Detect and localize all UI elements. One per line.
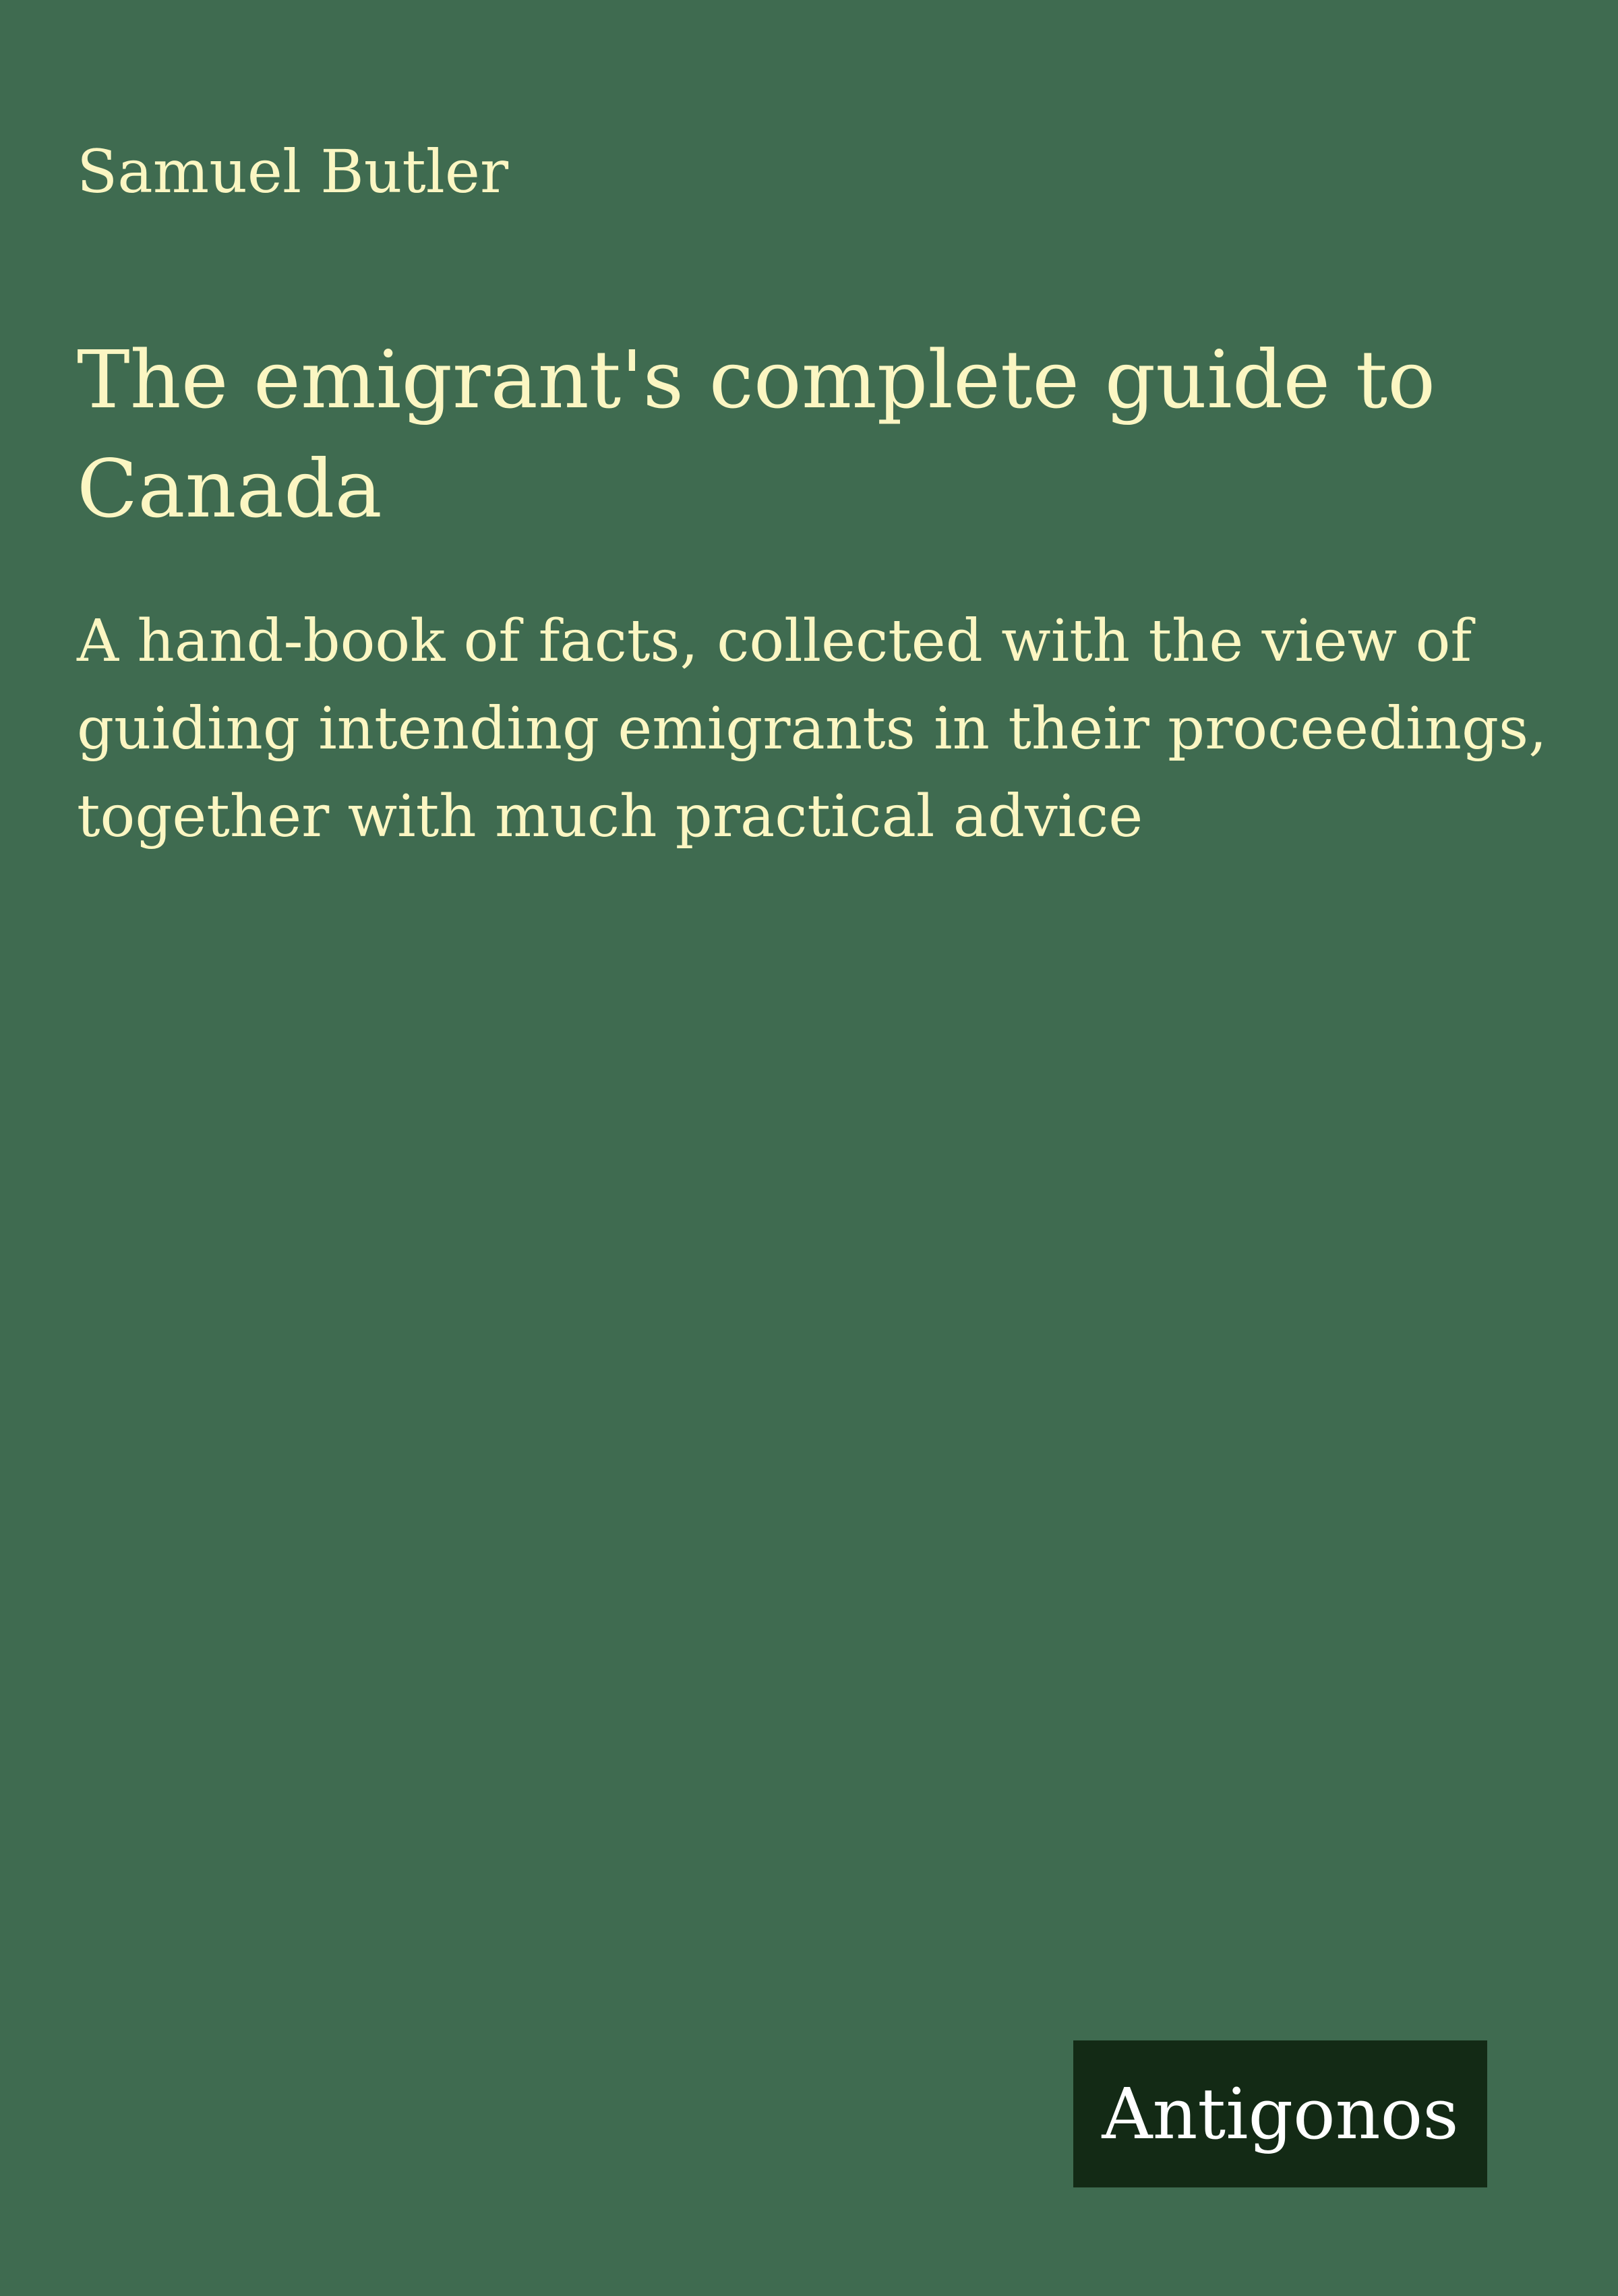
book-title: The emigrant's complete guide to Canada <box>77 333 1436 535</box>
publisher-badge <box>1073 2040 1487 2187</box>
publisher-name: Antigonos <box>1102 2073 1459 2155</box>
author-name: Samuel Butler <box>77 137 509 206</box>
book-subtitle: A hand-book of facts, collected with the view of guiding intending emigrants in their proceedings, together with much practical advice <box>77 608 1547 850</box>
